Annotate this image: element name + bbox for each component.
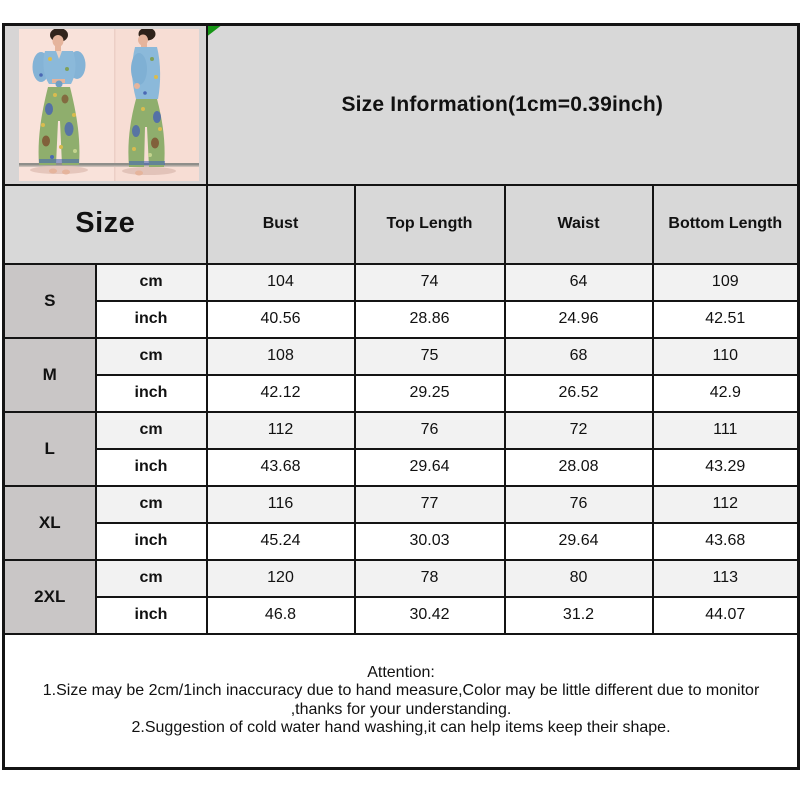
product-photo-cell — [4, 25, 207, 185]
table-cell: 42.51 — [653, 301, 799, 338]
table-cell: 78 — [355, 560, 505, 597]
column-header-waist: Waist — [505, 185, 653, 264]
size-info-header-cell — [207, 25, 799, 185]
table-cell: 104 — [207, 264, 355, 301]
unit-label-inch: inch — [96, 597, 207, 634]
table-cell: 77 — [355, 486, 505, 523]
table-cell: 40.56 — [207, 301, 355, 338]
table-row — [4, 449, 799, 486]
table-cell: 64 — [505, 264, 653, 301]
table-cell: 76 — [505, 486, 653, 523]
attention-line: 1.Size may be 2cm/1inch inaccuracy due to hand measure,Color may be little different due to monitor — [42, 682, 760, 700]
column-header-bottom-length: Bottom Length — [653, 185, 799, 264]
table-cell: 42.9 — [653, 375, 799, 412]
table-cell: 76 — [355, 412, 505, 449]
size-label-xl: XL — [4, 486, 96, 560]
table-cell: 72 — [505, 412, 653, 449]
unit-label-cm: cm — [96, 486, 207, 523]
table-row — [4, 338, 799, 375]
table-cell: 29.64 — [505, 523, 653, 560]
table-cell: 45.24 — [207, 523, 355, 560]
size-label-l: L — [4, 412, 96, 486]
table-row — [4, 486, 799, 523]
attention-note — [4, 634, 799, 769]
unit-label-cm: cm — [96, 560, 207, 597]
column-header-bust: Bust — [207, 185, 355, 264]
table-cell: 111 — [653, 412, 799, 449]
table-row — [4, 375, 799, 412]
table-cell: 29.25 — [355, 375, 505, 412]
table-cell: 42.12 — [207, 375, 355, 412]
size-chart-table — [2, 23, 800, 770]
attention-title: Attention: — [367, 663, 435, 681]
table-cell: 31.2 — [505, 597, 653, 634]
unit-label-cm: cm — [96, 338, 207, 375]
table-cell: 46.8 — [207, 597, 355, 634]
product-photo — [19, 29, 199, 181]
table-cell: 68 — [505, 338, 653, 375]
table-cell: 43.68 — [207, 449, 355, 486]
table-row — [4, 301, 799, 338]
table-cell: 28.08 — [505, 449, 653, 486]
column-header-top-length: Top Length — [355, 185, 505, 264]
table-cell: 43.68 — [653, 523, 799, 560]
attention-line: ,thanks for your understanding. — [290, 700, 512, 718]
table-cell: 80 — [505, 560, 653, 597]
table-cell: 113 — [653, 560, 799, 597]
table-cell: 29.64 — [355, 449, 505, 486]
table-row — [4, 412, 799, 449]
table-cell: 112 — [207, 412, 355, 449]
table-cell: 30.03 — [355, 523, 505, 560]
table-cell: 110 — [653, 338, 799, 375]
size-label-m: M — [4, 338, 96, 412]
table-cell: 116 — [207, 486, 355, 523]
unit-label-cm: cm — [96, 264, 207, 301]
table-cell: 44.07 — [653, 597, 799, 634]
table-cell: 120 — [207, 560, 355, 597]
unit-label-cm: cm — [96, 412, 207, 449]
green-corner-marker-icon — [208, 26, 221, 36]
table-cell: 109 — [653, 264, 799, 301]
size-label-s: S — [4, 264, 96, 338]
unit-label-inch: inch — [96, 523, 207, 560]
table-cell: 28.86 — [355, 301, 505, 338]
table-cell: 112 — [653, 486, 799, 523]
table-cell: 30.42 — [355, 597, 505, 634]
table-cell: 43.29 — [653, 449, 799, 486]
table-cell: 74 — [355, 264, 505, 301]
table-cell: 75 — [355, 338, 505, 375]
attention-line: 2.Suggestion of cold water hand washing,it can help items keep their shape. — [131, 719, 671, 737]
unit-label-inch: inch — [96, 375, 207, 412]
unit-label-inch: inch — [96, 449, 207, 486]
table-cell: 24.96 — [505, 301, 653, 338]
table-cell: 108 — [207, 338, 355, 375]
column-header-size: Size — [4, 185, 207, 264]
table-row — [4, 523, 799, 560]
table-cell: 26.52 — [505, 375, 653, 412]
size-label-2xl: 2XL — [4, 560, 96, 634]
table-row — [4, 597, 799, 634]
table-row — [4, 560, 799, 597]
size-info-title: Size Information(1cm=0.39inch) — [341, 92, 664, 116]
table-row — [4, 264, 799, 301]
unit-label-inch: inch — [96, 301, 207, 338]
